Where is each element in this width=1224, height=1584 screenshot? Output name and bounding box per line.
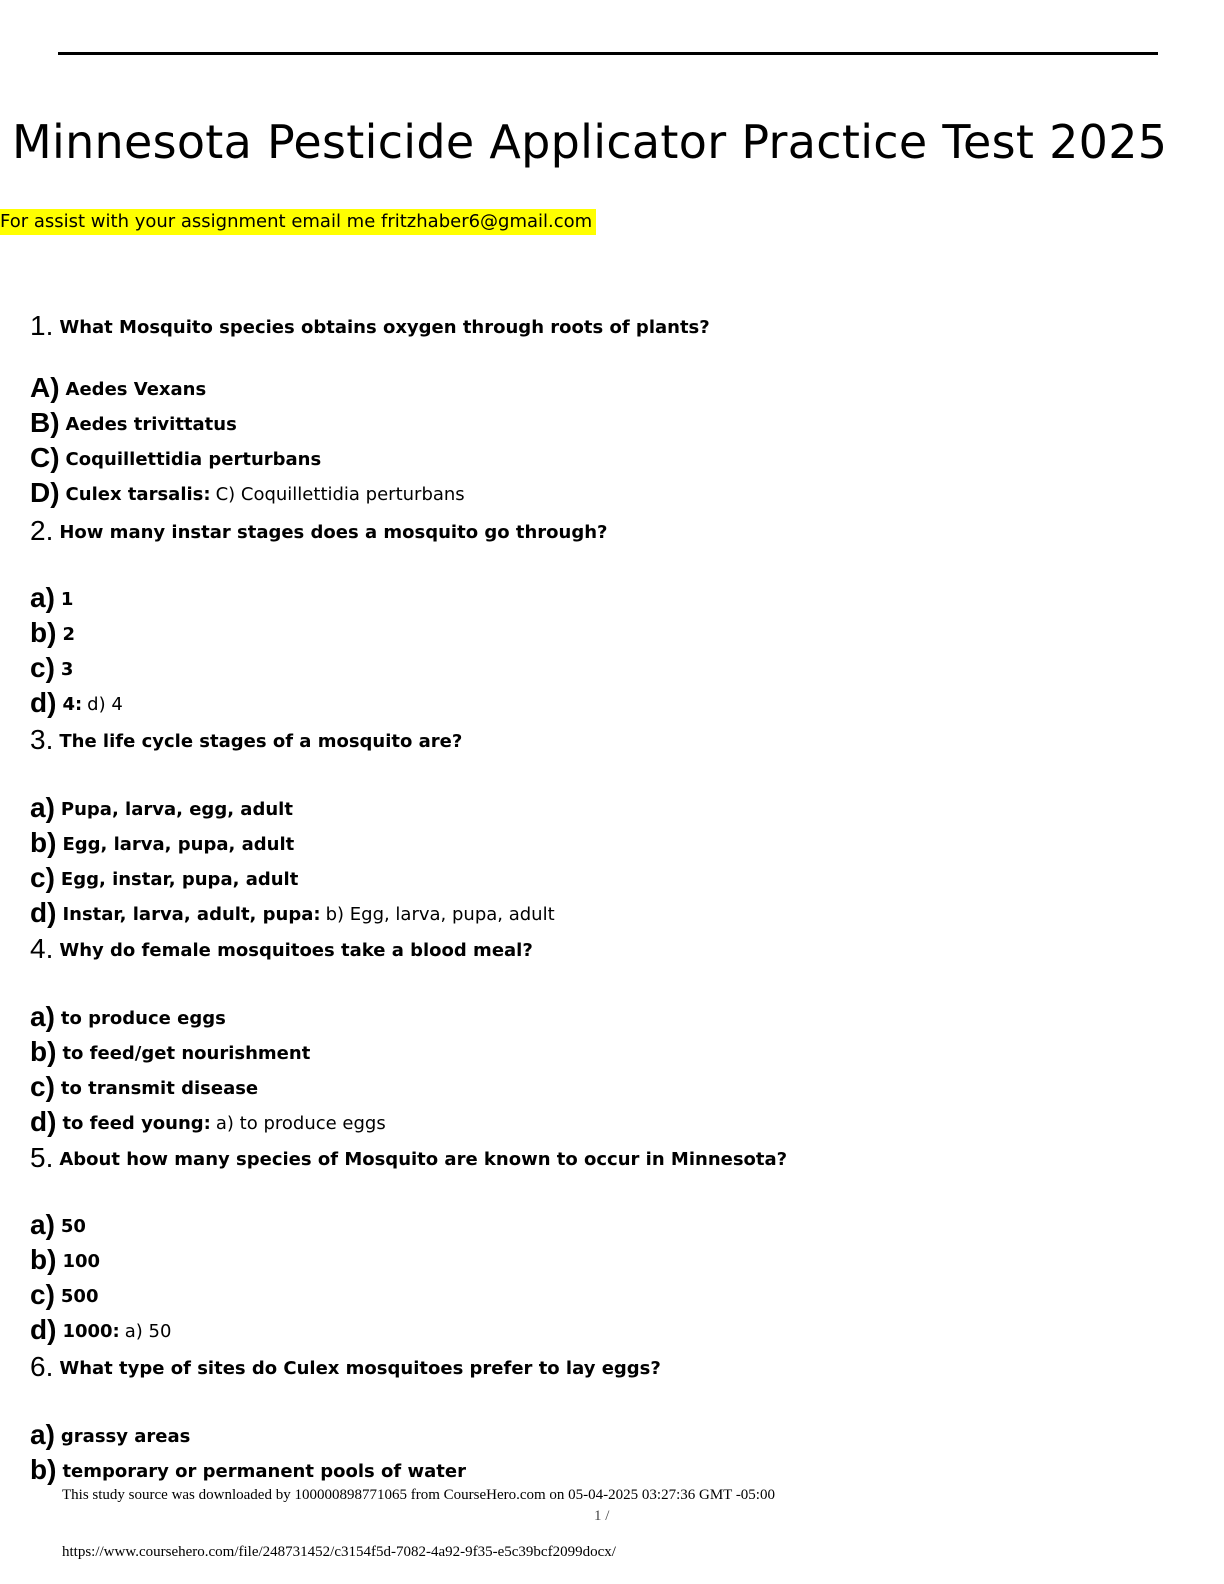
option-line: [30, 1420, 190, 1450]
option-line: [30, 863, 298, 893]
option-text: to feed young:: [62, 1113, 211, 1134]
option-text: Egg, instar, pupa, adult: [60, 869, 299, 890]
option-text: temporary or permanent pools of water: [62, 1461, 466, 1482]
option-text: Pupa, larva, egg, adult: [60, 799, 293, 820]
question-number: 3.: [30, 724, 54, 755]
option-line: [30, 373, 206, 403]
option-letter: a): [30, 582, 55, 613]
option-text: 1000:: [62, 1321, 120, 1342]
option-line: [30, 1245, 100, 1275]
option-letter: d): [30, 687, 57, 718]
document-title: Minnesota Pesticide Applicator Practice Test 2025: [12, 115, 1168, 169]
option-text: Aedes Vexans: [65, 379, 207, 400]
option-text: Aedes trivittatus: [65, 414, 237, 435]
option-letter: b): [30, 1244, 57, 1275]
option-letter: b): [30, 617, 57, 648]
question-6: [30, 1352, 661, 1382]
option-letter: c): [30, 1071, 55, 1102]
option-text: 1: [60, 589, 74, 610]
question-number: 1.: [30, 310, 54, 341]
question-text: Why do female mosquitoes take a blood meal?: [59, 940, 533, 961]
footer-url: https://www.coursehero.com/file/248731452/c3154f5d-7082-4a92-9f35-e5c39bcf2099docx/: [62, 1544, 616, 1560]
option-line: [30, 653, 73, 683]
option-letter: d): [30, 897, 57, 928]
option-line: [30, 828, 294, 858]
question-3: [30, 725, 462, 755]
option-letter: B): [30, 407, 60, 438]
option-letter: C): [30, 442, 60, 473]
option-text: grassy areas: [60, 1426, 191, 1447]
option-text: 2: [62, 624, 75, 645]
question-5: [30, 1143, 787, 1173]
option-letter: b): [30, 1036, 57, 1067]
answer-text: a) to produce eggs: [215, 1113, 386, 1134]
option-line: [30, 1280, 98, 1310]
question-text: The life cycle stages of a mosquito are?: [59, 731, 463, 752]
option-text: 4:: [62, 694, 83, 715]
question-text: What type of sites do Culex mosquitoes prefer to lay eggs?: [59, 1358, 661, 1379]
option-line: [30, 583, 73, 613]
question-2: [30, 516, 607, 546]
option-letter: a): [30, 1209, 55, 1240]
question-number: 6.: [30, 1351, 54, 1382]
question-number: 5.: [30, 1142, 54, 1173]
option-text: to produce eggs: [60, 1008, 226, 1029]
option-line: [30, 793, 293, 823]
question-4: [30, 934, 533, 964]
option-letter: c): [30, 652, 55, 683]
option-letter: a): [30, 792, 55, 823]
option-text: 3: [60, 659, 74, 680]
option-text: 100: [62, 1251, 101, 1272]
option-letter: d): [30, 1314, 57, 1345]
answer-text: b) Egg, larva, pupa, adult: [325, 904, 555, 925]
option-letter: A): [30, 372, 60, 403]
answer-text: d) 4: [87, 694, 123, 715]
option-line: [30, 478, 465, 508]
option-line: [30, 1037, 310, 1067]
option-line: [30, 688, 123, 718]
option-line: [30, 1210, 86, 1240]
option-letter: c): [30, 1279, 55, 1310]
option-letter: a): [30, 1419, 55, 1450]
question-text: About how many species of Mosquito are known to occur in Minnesota?: [59, 1149, 788, 1170]
footer-page-number: 1 /: [594, 1508, 610, 1524]
question-text: What Mosquito species obtains oxygen through roots of plants?: [59, 317, 710, 338]
footer-source-note: This study source was downloaded by 100000898771065 from CourseHero.com on 05-04-2025 03:27:36 GMT -05:00: [62, 1487, 775, 1503]
contact-highlight: For assist with your assignment email me fritzhaber6@gmail.com: [0, 209, 596, 235]
option-text: 500: [60, 1286, 99, 1307]
option-line: [30, 443, 321, 473]
option-letter: b): [30, 1454, 57, 1485]
option-line: [30, 1072, 258, 1102]
option-letter: d): [30, 1106, 57, 1137]
option-letter: D): [30, 477, 60, 508]
option-line: [30, 1107, 386, 1137]
question-number: 4.: [30, 933, 54, 964]
option-line: [30, 618, 75, 648]
question-number: 2.: [30, 515, 54, 546]
option-line: [30, 408, 237, 438]
option-letter: b): [30, 827, 57, 858]
option-text: Egg, larva, pupa, adult: [62, 834, 295, 855]
option-line: [30, 1002, 226, 1032]
answer-text: a) 50: [124, 1321, 172, 1342]
option-letter: c): [30, 862, 55, 893]
option-text: Instar, larva, adult, pupa:: [62, 904, 321, 925]
option-line: [30, 898, 555, 928]
answer-text: C) Coquillettidia perturbans: [215, 484, 465, 505]
option-text: Culex tarsalis:: [65, 484, 211, 505]
option-text: to feed/get nourishment: [62, 1043, 311, 1064]
question-1: [30, 311, 710, 341]
option-line: [30, 1455, 466, 1485]
option-text: 50: [60, 1216, 86, 1237]
option-text: to transmit disease: [60, 1078, 259, 1099]
option-text: Coquillettidia perturbans: [65, 449, 322, 470]
question-text: How many instar stages does a mosquito go through?: [59, 522, 608, 543]
option-line: [30, 1315, 171, 1345]
option-letter: a): [30, 1001, 55, 1032]
